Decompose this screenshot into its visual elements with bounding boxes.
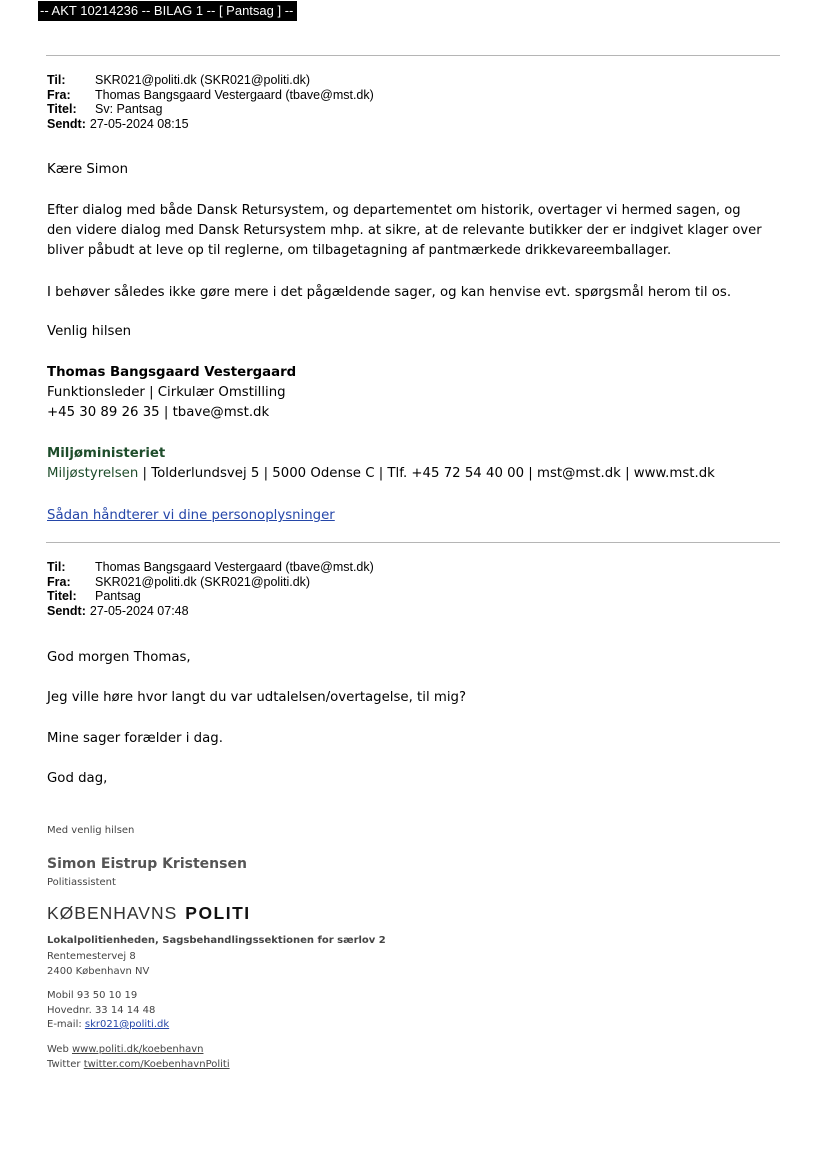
- title-value: Sv: Pantsag: [95, 102, 163, 117]
- email1-privacy: [47, 506, 335, 526]
- signature-name: Simon Eistrup Kristensen: [47, 856, 247, 872]
- to-row: [47, 73, 374, 88]
- agency-name: Miljøstyrelsen: [47, 466, 139, 482]
- city: 2400 København NV: [47, 965, 150, 977]
- title-row: [47, 102, 374, 117]
- divider: [46, 55, 780, 56]
- signature-title: Politiassistent: [47, 877, 116, 888]
- divider: [46, 542, 780, 543]
- greeting: God morgen Thomas,: [47, 650, 191, 665]
- document-banner: -- AKT 10214236 -- BILAG 1 -- [ Pantsag ] --: [38, 1, 297, 21]
- title-label: Titel:: [47, 589, 77, 604]
- privacy-link[interactable]: Sådan håndterer vi dine personoplysninger: [47, 508, 335, 523]
- email2-line-1: [47, 688, 466, 708]
- signature-contact: +45 30 89 26 35 | tbave@mst.dk: [47, 405, 270, 421]
- to-label: Til:: [47, 73, 66, 87]
- greeting: Kære Simon: [47, 162, 129, 177]
- web-label: Web: [47, 1044, 72, 1055]
- main-phone: Hovednr. 33 14 14 48: [47, 1004, 156, 1016]
- text-line: bliver påbudt at leve op til reglerne, om tilbagetagning af pantmærkede drikkevareemballager.: [47, 243, 672, 259]
- mobile: Mobil 93 50 10 19: [47, 990, 138, 1001]
- department: Lokalpolitienheden, Sagsbehandlingssektionen for særlov 2: [47, 935, 386, 946]
- street: Rentemestervej 8: [47, 951, 136, 962]
- twitter-line: [47, 1058, 230, 1073]
- email2-line-2: [47, 729, 223, 749]
- email1-organization: [47, 444, 715, 484]
- sent-label: Sendt:: [47, 603, 86, 618]
- email2-greeting: [47, 648, 191, 668]
- web-link[interactable]: www.politi.dk/koebenhavn: [71, 1044, 204, 1055]
- web-block: [47, 1043, 230, 1072]
- email2-header: [47, 560, 374, 618]
- sent-row: [47, 117, 374, 132]
- twitter-label: Twitter: [47, 1058, 84, 1070]
- email-line: [47, 1018, 169, 1033]
- logo-text-bold: POLITI: [185, 902, 251, 923]
- from-row: [47, 575, 374, 590]
- email1-header: [47, 73, 374, 131]
- email1-body: [47, 160, 128, 180]
- to-label: Til:: [47, 560, 66, 574]
- web-line: [47, 1043, 230, 1058]
- email1-closing: [47, 322, 131, 342]
- email2-line-3: [47, 769, 107, 789]
- to-value: SKR021@politi.dk (SKR021@politi.dk): [95, 73, 311, 87]
- from-value: Thomas Bangsgaard Vestergaard (tbave@mst.dk): [95, 87, 374, 102]
- address-block: [47, 950, 149, 979]
- police-logo: [47, 902, 251, 924]
- regards: Med venlig hilsen: [47, 825, 135, 836]
- to-row: [47, 560, 374, 575]
- from-label: Fra:: [47, 574, 71, 589]
- ministry-name: Miljøministeriet: [47, 446, 166, 461]
- phone-block: [47, 989, 169, 1033]
- email1-signature: [47, 363, 296, 424]
- sent-row: [47, 604, 374, 619]
- twitter-link[interactable]: twitter.com/KoebenhavnPoliti: [83, 1058, 230, 1070]
- closing: Venlig hilsen: [47, 324, 132, 339]
- email1-paragraph-2: [47, 283, 731, 303]
- sent-value: 27-05-2024 08:15: [89, 116, 189, 131]
- from-row: [47, 88, 374, 103]
- text-line: Efter dialog med både Dansk Retursystem, og departementet om historik, overtager vi hermed sagen, og: [47, 203, 741, 218]
- from-label: Fra:: [47, 87, 71, 102]
- title-label: Titel:: [47, 102, 77, 117]
- title-value: Pantsag: [95, 589, 141, 604]
- signature-name: Thomas Bangsgaard Vestergaard: [47, 365, 297, 380]
- email-link[interactable]: skr021@politi.dk: [84, 1019, 170, 1030]
- signature-role: Funktionsleder | Cirkulær Omstilling: [47, 385, 286, 401]
- sent-label: Sendt:: [47, 116, 86, 131]
- to-value: Thomas Bangsgaard Vestergaard (tbave@mst.dk): [95, 560, 374, 574]
- agency-address: | Tolderlundsvej 5 | 5000 Odense C | Tlf. +45 72 54 40 00 | mst@mst.dk | www.mst.dk: [138, 466, 715, 482]
- text-line: I behøver således ikke gøre mere i det pågældende sager, og kan henvise evt. spørgsmål herom til os.: [47, 285, 732, 300]
- sent-value: 27-05-2024 07:48: [89, 603, 189, 618]
- text-line: Mine sager forælder i dag.: [47, 731, 223, 746]
- title-row: [47, 589, 374, 604]
- agency-line: [47, 464, 715, 484]
- email1-paragraph-1: [47, 201, 762, 262]
- text-line: God dag,: [47, 771, 108, 786]
- email-label: E-mail:: [47, 1019, 85, 1030]
- logo-text-thin: KØBENHAVNS: [47, 902, 178, 923]
- text-line: Jeg ville høre hvor langt du var udtalelsen/overtagelse, til mig?: [47, 690, 467, 705]
- from-value: SKR021@politi.dk (SKR021@politi.dk): [95, 574, 311, 589]
- text-line: den videre dialog med Dansk Retursystem mhp. at sikre, at de relevante butikker der er indgivet klager over: [47, 223, 762, 239]
